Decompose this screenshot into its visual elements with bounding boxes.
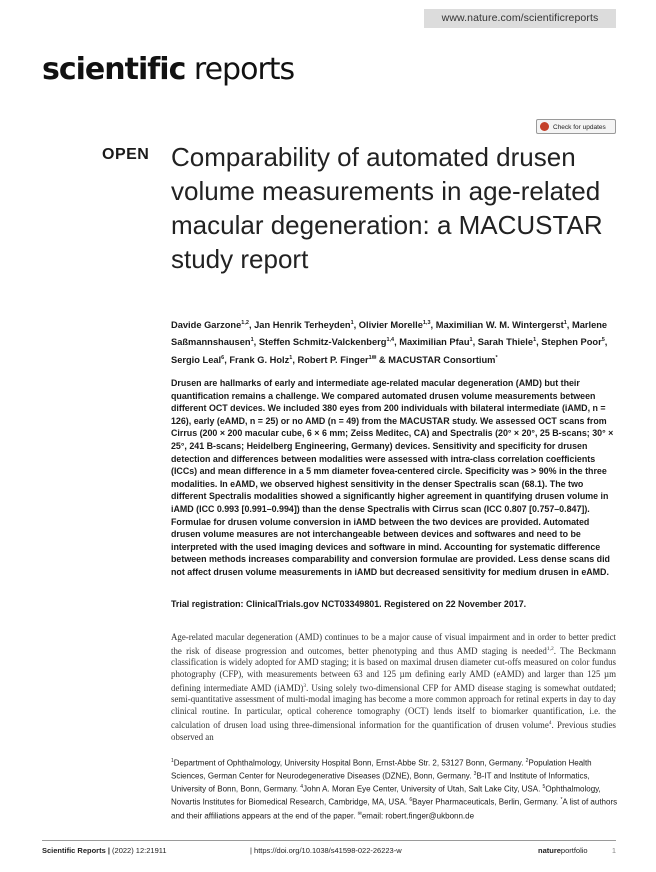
brand-bold: scientific [42, 52, 186, 87]
publisher-bold: nature [538, 846, 561, 855]
author-name[interactable]: Olivier Morelle [358, 320, 423, 331]
abstract: Drusen are hallmarks of early and intermediate age-related macular degeneration (AMD) but their quantification remains a challenge. We compared automated drusen volume measurements between different OCT devices. We included 380 eyes from 200 individuals with bilateral intermediate (iAMD, n = 126), early (eAMD, n = 25) or no AMD (n = 49) from the MACUSTAR study. We assessed OCT scans from Cirrus (200 × 200 macular cube, 6 × 6 mm; Zeiss Meditec, CA) and Spectralis (20° × 20°, 25 B-scans; 30° × 25°, 241 B-scans; Heidelberg Engineering, Germany) devices. Sensitivity and specificity for drusen detection and differences between modalities were assessed with intra-class correlation coefficients (ICCs) and mean difference in a 5 mm diameter fovea-centered circle. Specificity was > 90% in the three modalities. In eAMD, we observed highest sensitivity in the denser Spectralis scan (68.1). The two different Spectralis modalities showed a significantly higher agreement in quantifying drusen volume in iAMD (ICC 0.993 [0.991–0.994]) than the dense Spectralis with Cirrus scan (ICC 0.807 [0.757–0.847]). Formulae for drusen volume conversion in iAMD between the two devices are provided. Automated drusen volume measures are not interchangeable between devices and softwares and need to be interpreted with the used imaging devices and software in mind. Accounting for systematic difference between methods increases comparability and conversion formulae are provided. Less dense scans did not affect drusen volume measurements in iAMD but decreased sensitivity for medium drusen in eAMD. [171, 378, 614, 577]
affil-text: Ophthalmology, Novartis Institutes for Biomedical Research, Cambridge, MA, USA. [171, 784, 601, 808]
journal-logo [42, 52, 294, 87]
author-name[interactable]: Jan Henrik Terheyden [254, 320, 351, 331]
affil-text: A list of authors and their affiliations appears at the end of the paper. [171, 798, 618, 821]
email-icon: ✉ [357, 810, 362, 817]
check-for-updates-button[interactable] [536, 119, 616, 134]
author-affil-sup: 1 [350, 320, 354, 326]
affil-text: Bayer Pharmaceuticals, Berlin, Germany. [412, 798, 561, 808]
affil-sup: 2 [525, 758, 529, 764]
footer-journal-name: Scientific Reports | [42, 846, 110, 855]
affil-text: Population Health Sciences, German Center for Neurodegenerative Diseases (DZNE), Bonn, Germany. [171, 758, 592, 781]
footer-journal [42, 843, 167, 859]
author-name[interactable]: Steffen Schmitz-Valckenberg [258, 337, 387, 348]
journal-url-link[interactable]: www.nature.com/scientificreports [424, 9, 616, 28]
author-name[interactable]: Frank G. Holz [229, 354, 290, 365]
author-name[interactable]: Marlene Saßmannshausen [171, 320, 608, 348]
corresponding-email[interactable]: email: robert.finger@ukbonn.de [361, 811, 475, 821]
author-affil-sup: 5 [601, 337, 605, 344]
page-number: 1 [611, 846, 616, 855]
affil-sup: 3 [473, 771, 477, 778]
trial-registration: Trial registration: ClinicalTrials.gov NCT03349801. Registered on 22 November 2017. [171, 599, 527, 609]
body-text-4: . Previous studies observed an [171, 719, 616, 742]
author-affil-sup: 1✉ [368, 354, 377, 361]
brand-light: reports [193, 52, 295, 87]
author-name[interactable]: Sergio Leal [171, 354, 222, 365]
affil-sup: 5 [542, 784, 546, 791]
footer-volume: (2022) 12:21911 [112, 846, 167, 855]
author-name[interactable]: & MACUSTAR Consortium [378, 354, 496, 365]
author-name[interactable]: Maximilian Pfau [399, 337, 470, 348]
author-name[interactable]: Robert P. Finger [297, 354, 369, 365]
article-title: Comparability of automated drusen volume measurements in age-related macular degeneration: a MACUSTAR study report [171, 142, 603, 274]
affil-sup: 6 [409, 797, 413, 804]
open-access-label: OPEN [102, 146, 150, 163]
affil-sup: * [560, 797, 563, 804]
author-name[interactable]: Davide Garzone [171, 320, 242, 331]
author-list: Davide Garzone$^{1,2}$, Jan Henrik Terheyden$^1$, Olivier Morelle$^{1,3}$, Maximilian W. M. Wintergerst$^1$, Marlene Saßmannshausen$^1$, Steffen Schmitz-Valckenberg$^{1,4}$, Maximilian Pfau$^1$, Sarah Thiele$^1$, Stephen Poor$^5$, Sergio Leal$^6$, Frank G. Holz$^1$, Robert P. Finger$^{1✉}$ & MACUSTAR Consortium* [171, 320, 608, 365]
author-name[interactable]: Maximilian W. M. Wintergerst [435, 320, 564, 331]
author-affil-sup: 1,4 [386, 337, 395, 344]
affiliations [171, 756, 618, 822]
body-text-3: . Using solely two-dimensional CFP for AMD disease staging is somewhat outdated; semi-quantitative assessment of multi-modal imaging has become a more common approach for retinal experts in day to day clinical routine. In particular, optical coherence tomography (OCT) lends itself to biomarker quantification, i.e. the calculation of drusen load using three-dimensional information for the quantification of drusen volume [171, 682, 616, 730]
crossmark-icon [540, 122, 549, 131]
citation-ref[interactable]: 1,2 [546, 645, 554, 652]
affil-text: B-IT and Institute of Informatics, University of Bonn, Bonn, Germany. [171, 771, 590, 794]
citation-ref[interactable]: 4 [548, 719, 552, 726]
author-affil-sup: * [495, 354, 498, 361]
author-affil-sup: 1,2 [241, 320, 249, 326]
author-affil-sup: 1 [289, 354, 293, 361]
author-affil-sup: 1 [250, 337, 254, 344]
author-affil-sup: 6 [221, 354, 225, 361]
affil-text: John A. Moran Eye Center, University of Utah, Salt Lake City, USA. [303, 784, 543, 794]
author-affil-sup: 1 [533, 337, 537, 344]
body-text-2: . The Beckmann classification is widely adopted for AMD staging; it is based on maximal drusen diameter cut-offs measured on color fundus photography (CFP), with measurements between 63 and 125 µm defining early AMD (eAMD) and larger than 125 µm defining intermediate AMD (iAMD) [171, 645, 616, 693]
affil-text: Department of Ophthalmology, University Hospital Bonn, Ernst-Abbe Str. 2, 53127 Bonn, Germany. [173, 758, 526, 768]
footer-doi-link[interactable]: | https://doi.org/10.1038/s41598-022-26223-w [250, 846, 402, 855]
author-affil-sup: 1 [563, 320, 567, 326]
affil-sup: 1 [171, 758, 174, 764]
author-affil-sup: 1 [469, 337, 473, 344]
citation-ref[interactable]: 3 [303, 682, 307, 689]
affil-sup: 4 [300, 784, 304, 791]
publisher-logo [538, 843, 588, 859]
page-footer [42, 840, 616, 857]
body-paragraph [171, 632, 616, 743]
author-name[interactable]: Sarah Thiele [477, 337, 534, 348]
author-name[interactable]: Stephen Poor [541, 337, 602, 348]
publisher-light: portfolio [560, 846, 588, 855]
body-text-1: Age-related macular degeneration (AMD) continues to be a major cause of visual impairment and in order to better predict the risk of disease progression and outcomes, better phenotyping and thus AMD staging is needed [171, 632, 616, 656]
author-affil-sup: 1,3 [422, 320, 431, 326]
check-updates-label: Check for updates [553, 124, 606, 131]
